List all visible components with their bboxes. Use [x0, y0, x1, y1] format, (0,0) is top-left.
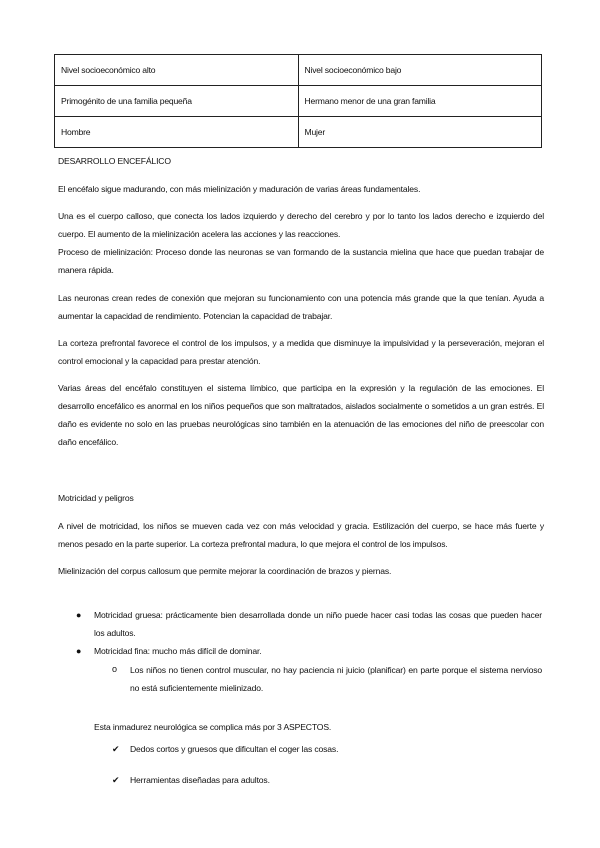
paragraph: A nivel de motricidad, los niños se mueven cada vez con más velocidad y gracia. Estilización del cuerpo, se hace más fuerte y menos pesado en la parte superior. La corteza prefrontal madura, lo que mejora el control de los impulsos.: [58, 521, 544, 549]
paragraph: Las neuronas crean redes de conexión que mejoran su funcionamiento con una potencia más grande que la que tenían. Ayuda a aumentar la capacidad de rendimiento. Potencian la capacidad de trabajar.: [58, 293, 544, 321]
paragraph: La corteza prefrontal favorece el control de los impulsos, y a medida que disminuye la impulsividad y la perseveración, mejoran el control emocional y la capacidad para prestar atención.: [58, 338, 544, 366]
checkmark-icon: ✔: [112, 744, 120, 754]
checkmark-icon: ✔: [112, 775, 120, 785]
paragraph: El encéfalo sigue madurando, con más mielinización y maduración de varias áreas fundamentales.: [58, 184, 421, 194]
bullet-icon: ●: [76, 646, 82, 656]
table-cell: Mujer: [298, 117, 542, 148]
paragraph: Una es el cuerpo calloso, que conecta los lados izquierdo y derecho del cerebro y por lo tanto los lados derecho e izquierdo del cuerpo. El aumento de la mielinización acelera las acciones y las reacciones.: [58, 211, 544, 239]
sub-bullet-icon: o: [112, 664, 118, 674]
section-heading: DESARROLLO ENCEFÁLICO: [58, 156, 171, 166]
list-item: Herramientas diseñadas para adultos.: [130, 775, 270, 785]
list-item: Los niños no tienen control muscular, no hay paciencia ni juicio (planificar) en parte porque el sistema nervioso no está suficientemente mielinizado.: [130, 665, 542, 693]
paragraph: Mielinización del corpus callosum que permite mejorar la coordinación de brazos y piernas.: [58, 566, 392, 576]
table-cell: Hombre: [55, 117, 299, 148]
list-item: Motricidad fina: mucho más difícil de dominar.: [94, 646, 262, 656]
table-row: [55, 117, 542, 148]
section-heading: Motricidad y peligros: [58, 493, 134, 503]
table-cell: Nivel socioeconómico bajo: [298, 55, 542, 86]
paragraph: Varias áreas del encéfalo constituyen el sistema límbico, que participa en la expresión y la regulación de las emociones. El desarrollo encefálico es anormal en los niños pequeños que son maltratados, aislados socialmente o sometidos a un gran estrés. El daño es evidente no solo en las pruebas neurológicas sino también en la atenuación de las emociones del niño de preescolar con daño encefálico.: [58, 383, 544, 447]
table-cell: Nivel socioeconómico alto: [55, 55, 299, 86]
table-row: [55, 86, 542, 117]
list-item: Motricidad gruesa: prácticamente bien desarrollada donde un niño puede hacer casi todas las cosas que pueden hacer los adultos.: [94, 610, 542, 638]
list-item: Dedos cortos y gruesos que dificultan el coger las cosas.: [130, 744, 339, 754]
paragraph: Esta inmadurez neurológica se complica más por 3 ASPECTOS.: [94, 722, 332, 732]
table-row: [55, 55, 542, 86]
bullet-icon: ●: [76, 610, 82, 620]
table-cell: Hermano menor de una gran familia: [298, 86, 542, 117]
paragraph: Proceso de mielinización: Proceso donde las neuronas se van formando de la sustancia mielina que hace que puedan trabajar de manera rápida.: [58, 247, 544, 275]
comparison-table: [54, 54, 542, 148]
table-cell: Primogénito de una familia pequeña: [55, 86, 299, 117]
